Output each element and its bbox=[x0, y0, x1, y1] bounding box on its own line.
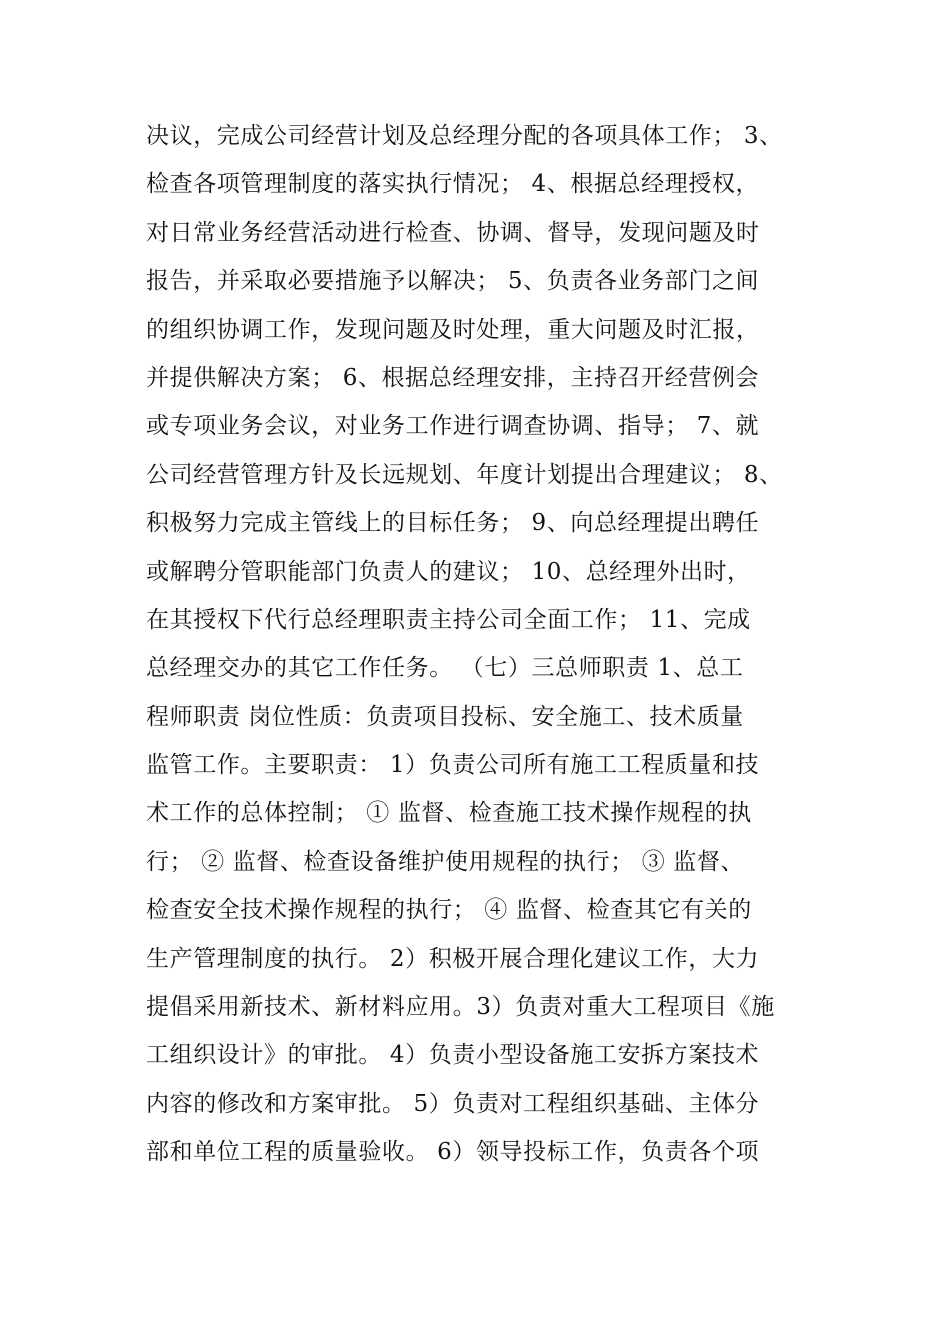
text-line: 在其授权下代行总经理职责主持公司全面工作； 11、完成 bbox=[146, 606, 751, 633]
text-line: 积极努力完成主管线上的目标任务； 9、向总经理提出聘任 bbox=[146, 510, 760, 537]
text-line: 或解聘分管职能部门负责人的建议； 10、总经理外出时， bbox=[146, 558, 751, 585]
text-line: 部和单位工程的质量验收。 6）领导投标工作，负责各个项 bbox=[146, 1139, 760, 1166]
body-text bbox=[146, 112, 816, 1177]
text-line: 提倡采用新技术、新材料应用。3）负责对重大工程项目《施 bbox=[146, 994, 775, 1021]
text-line: 内容的修改和方案审批。 5）负责对工程组织基础、主体分 bbox=[146, 1090, 760, 1117]
text-line: 决议，完成公司经营计划及总经理分配的各项具体工作； 3、 bbox=[146, 123, 783, 149]
text-line: 行； ② 监督、检查设备维护使用规程的执行； ③ 监督、 bbox=[146, 848, 745, 875]
text-line: 或专项业务会议，对业务工作进行调查协调、指导； 7、就 bbox=[146, 413, 760, 440]
text-line: 并提供解决方案； 6、根据总经理安排，主持召开经营例会 bbox=[146, 364, 760, 391]
text-line: 公司经营管理方针及长远规划、年度计划提出合理建议； 8、 bbox=[146, 461, 783, 488]
text-line: 程师职责 岗位性质：负责项目投标、安全施工、技术质量 bbox=[146, 703, 744, 730]
text-line: 工组织设计》的审批。 4）负责小型设备施工安拆方案技术 bbox=[146, 1042, 760, 1069]
text-line: 检查各项管理制度的落实执行情况； 4、根据总经理授权， bbox=[146, 171, 760, 198]
text-line: 总经理交办的其它工作任务。 （七）三总师职责 1、总工 bbox=[146, 655, 744, 682]
text-line: 检查安全技术操作规程的执行； ④ 监督、检查其它有关的 bbox=[146, 897, 752, 924]
text-line: 报告，并采取必要措施予以解决； 5、负责各业务部门之间 bbox=[146, 268, 760, 295]
text-line: 生产管理制度的执行。 2）积极开展合理化建议工作，大力 bbox=[146, 945, 760, 972]
text-line: 术工作的总体控制； ① 监督、检查施工技术操作规程的执 bbox=[146, 800, 752, 827]
text-line: 的组织协调工作，发现问题及时处理，重大问题及时汇报， bbox=[146, 316, 760, 343]
text-line: 对日常业务经营活动进行检查、协调、督导，发现问题及时 bbox=[146, 219, 760, 246]
text-line: 监管工作。主要职责： 1）负责公司所有施工工程质量和技 bbox=[146, 752, 760, 779]
